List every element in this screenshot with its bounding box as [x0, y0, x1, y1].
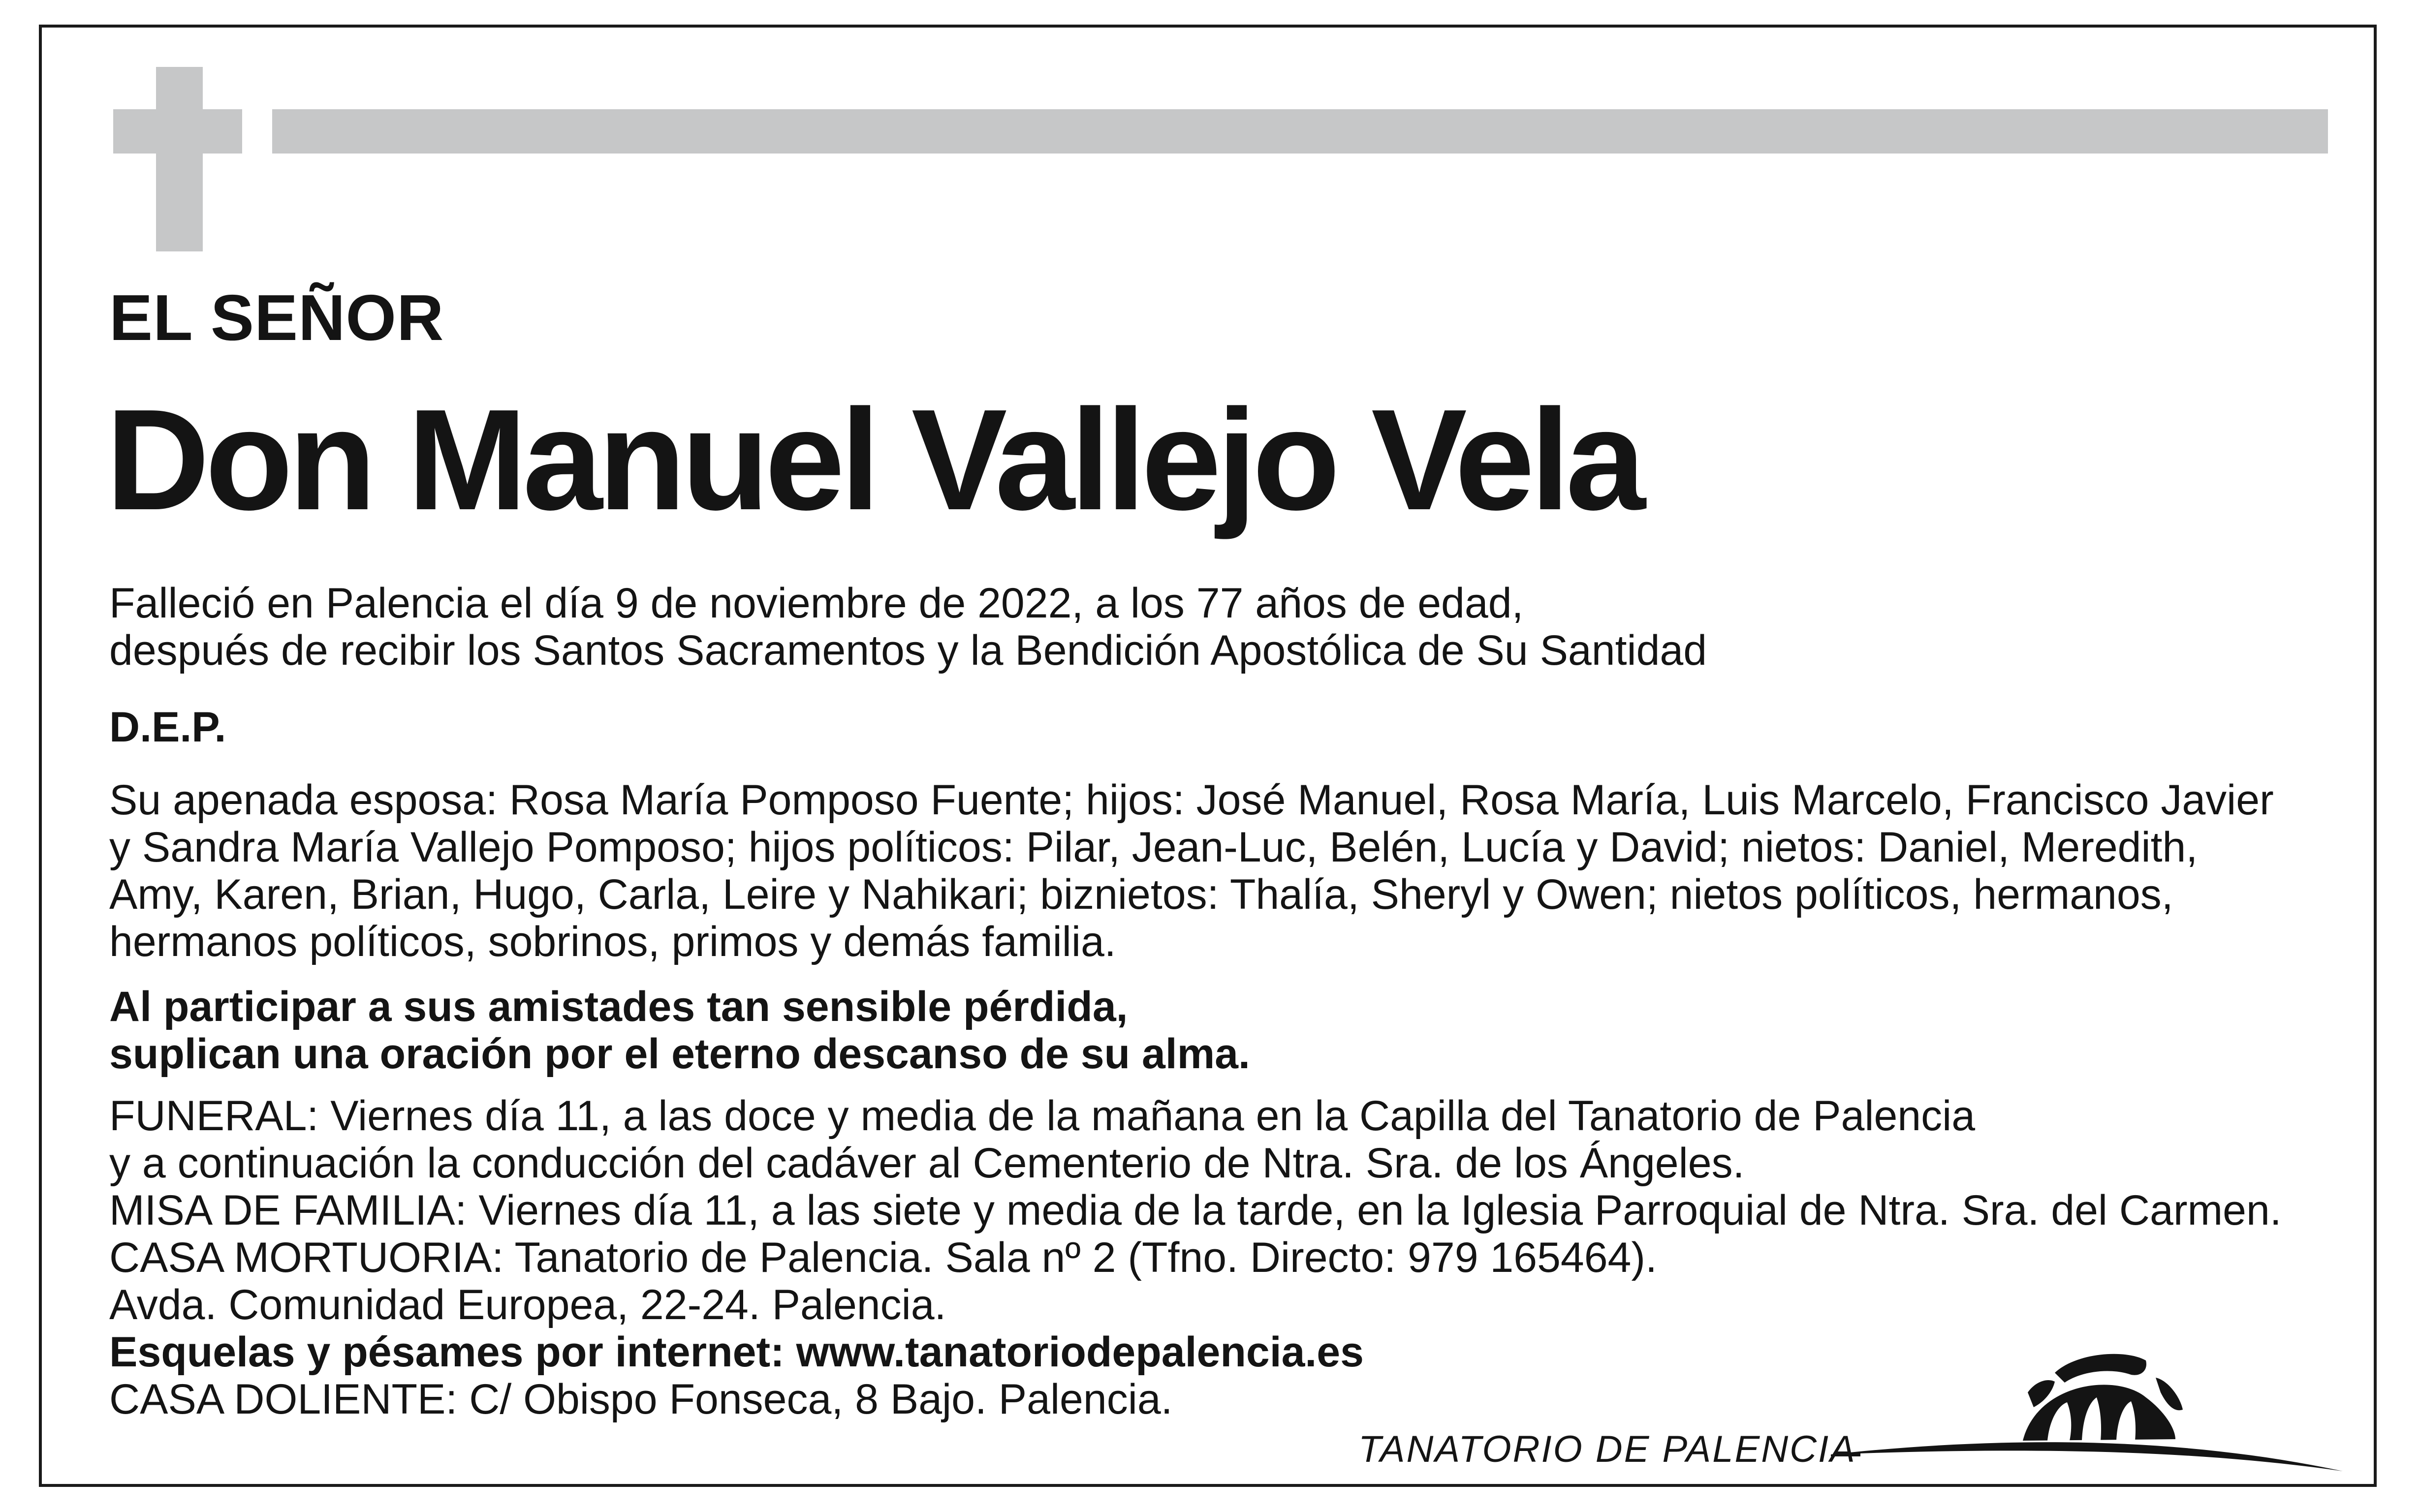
death-line-2: después de recibir los Santos Sacramentos y la Bendición Apostólica de Su Santidad: [109, 627, 1707, 674]
cross-icon-horizontal: [113, 109, 242, 154]
family-line: hermanos políticos, sobrinos, primos y demás familia.: [109, 918, 1116, 965]
home-line: CASA DOLIENTE: C/ Obispo Fonseca, 8 Bajo. Palencia.: [109, 1376, 1173, 1423]
dep-label: D.E.P.: [109, 704, 226, 751]
family-line: y Sandra María Vallejo Pomposo; hijos políticos: Pilar, Jean-Luc, Belén, Lucía y David; nietos: Daniel, Meredith,: [109, 824, 2198, 871]
family-line: Su apenada esposa: Rosa María Pomposo Fuente; hijos: José Manuel, Rosa María, Luis Marcelo, Francisco Javier: [109, 776, 2274, 824]
funeral-line: FUNERAL: Viernes día 11, a las doce y media de la mañana en la Capilla del Tanatorio de Palencia: [109, 1092, 1976, 1140]
funeral-line: Avda. Comunidad Europea, 22-24. Palencia.: [109, 1281, 946, 1328]
funeral-line: y a continuación la conducción del cadáver al Cementerio de Ntra. Sra. de los Ángeles.: [109, 1140, 1745, 1187]
request-line: Al participar a sus amistades tan sensible pérdida,: [109, 983, 1128, 1030]
family-line: Amy, Karen, Brian, Hugo, Carla, Leire y Nahikari; biznietos: Thalía, Sheryl y Owen; nietos políticos, hermanos,: [109, 871, 2173, 918]
deceased-name: Don Manuel Vallejo Vela: [106, 379, 1641, 540]
funeral-line: CASA MORTUORIA: Tanatorio de Palencia. Sala nº 2 (Tfno. Directo: 979 165464).: [109, 1234, 1657, 1281]
funeral-line: MISA DE FAMILIA: Viernes día 11, a las siete y media de la tarde, en la Iglesia Parroquial de Ntra. Sra. del Carmen.: [109, 1187, 2282, 1234]
title-prefix: EL SEÑOR: [109, 281, 444, 354]
death-line-1: Falleció en Palencia el día 9 de noviembre de 2022, a los 77 años de edad,: [109, 580, 1524, 627]
header-bar: [272, 109, 2328, 154]
internet-line: Esquelas y pésames por internet: www.tanatoriodepalencia.es: [109, 1328, 1364, 1376]
cross-icon-vertical: [156, 67, 203, 251]
request-line: suplican una oración por el eterno descanso de su alma.: [109, 1030, 1250, 1078]
logo-text: TANATORIO DE PALENCIA: [1358, 1428, 1856, 1470]
